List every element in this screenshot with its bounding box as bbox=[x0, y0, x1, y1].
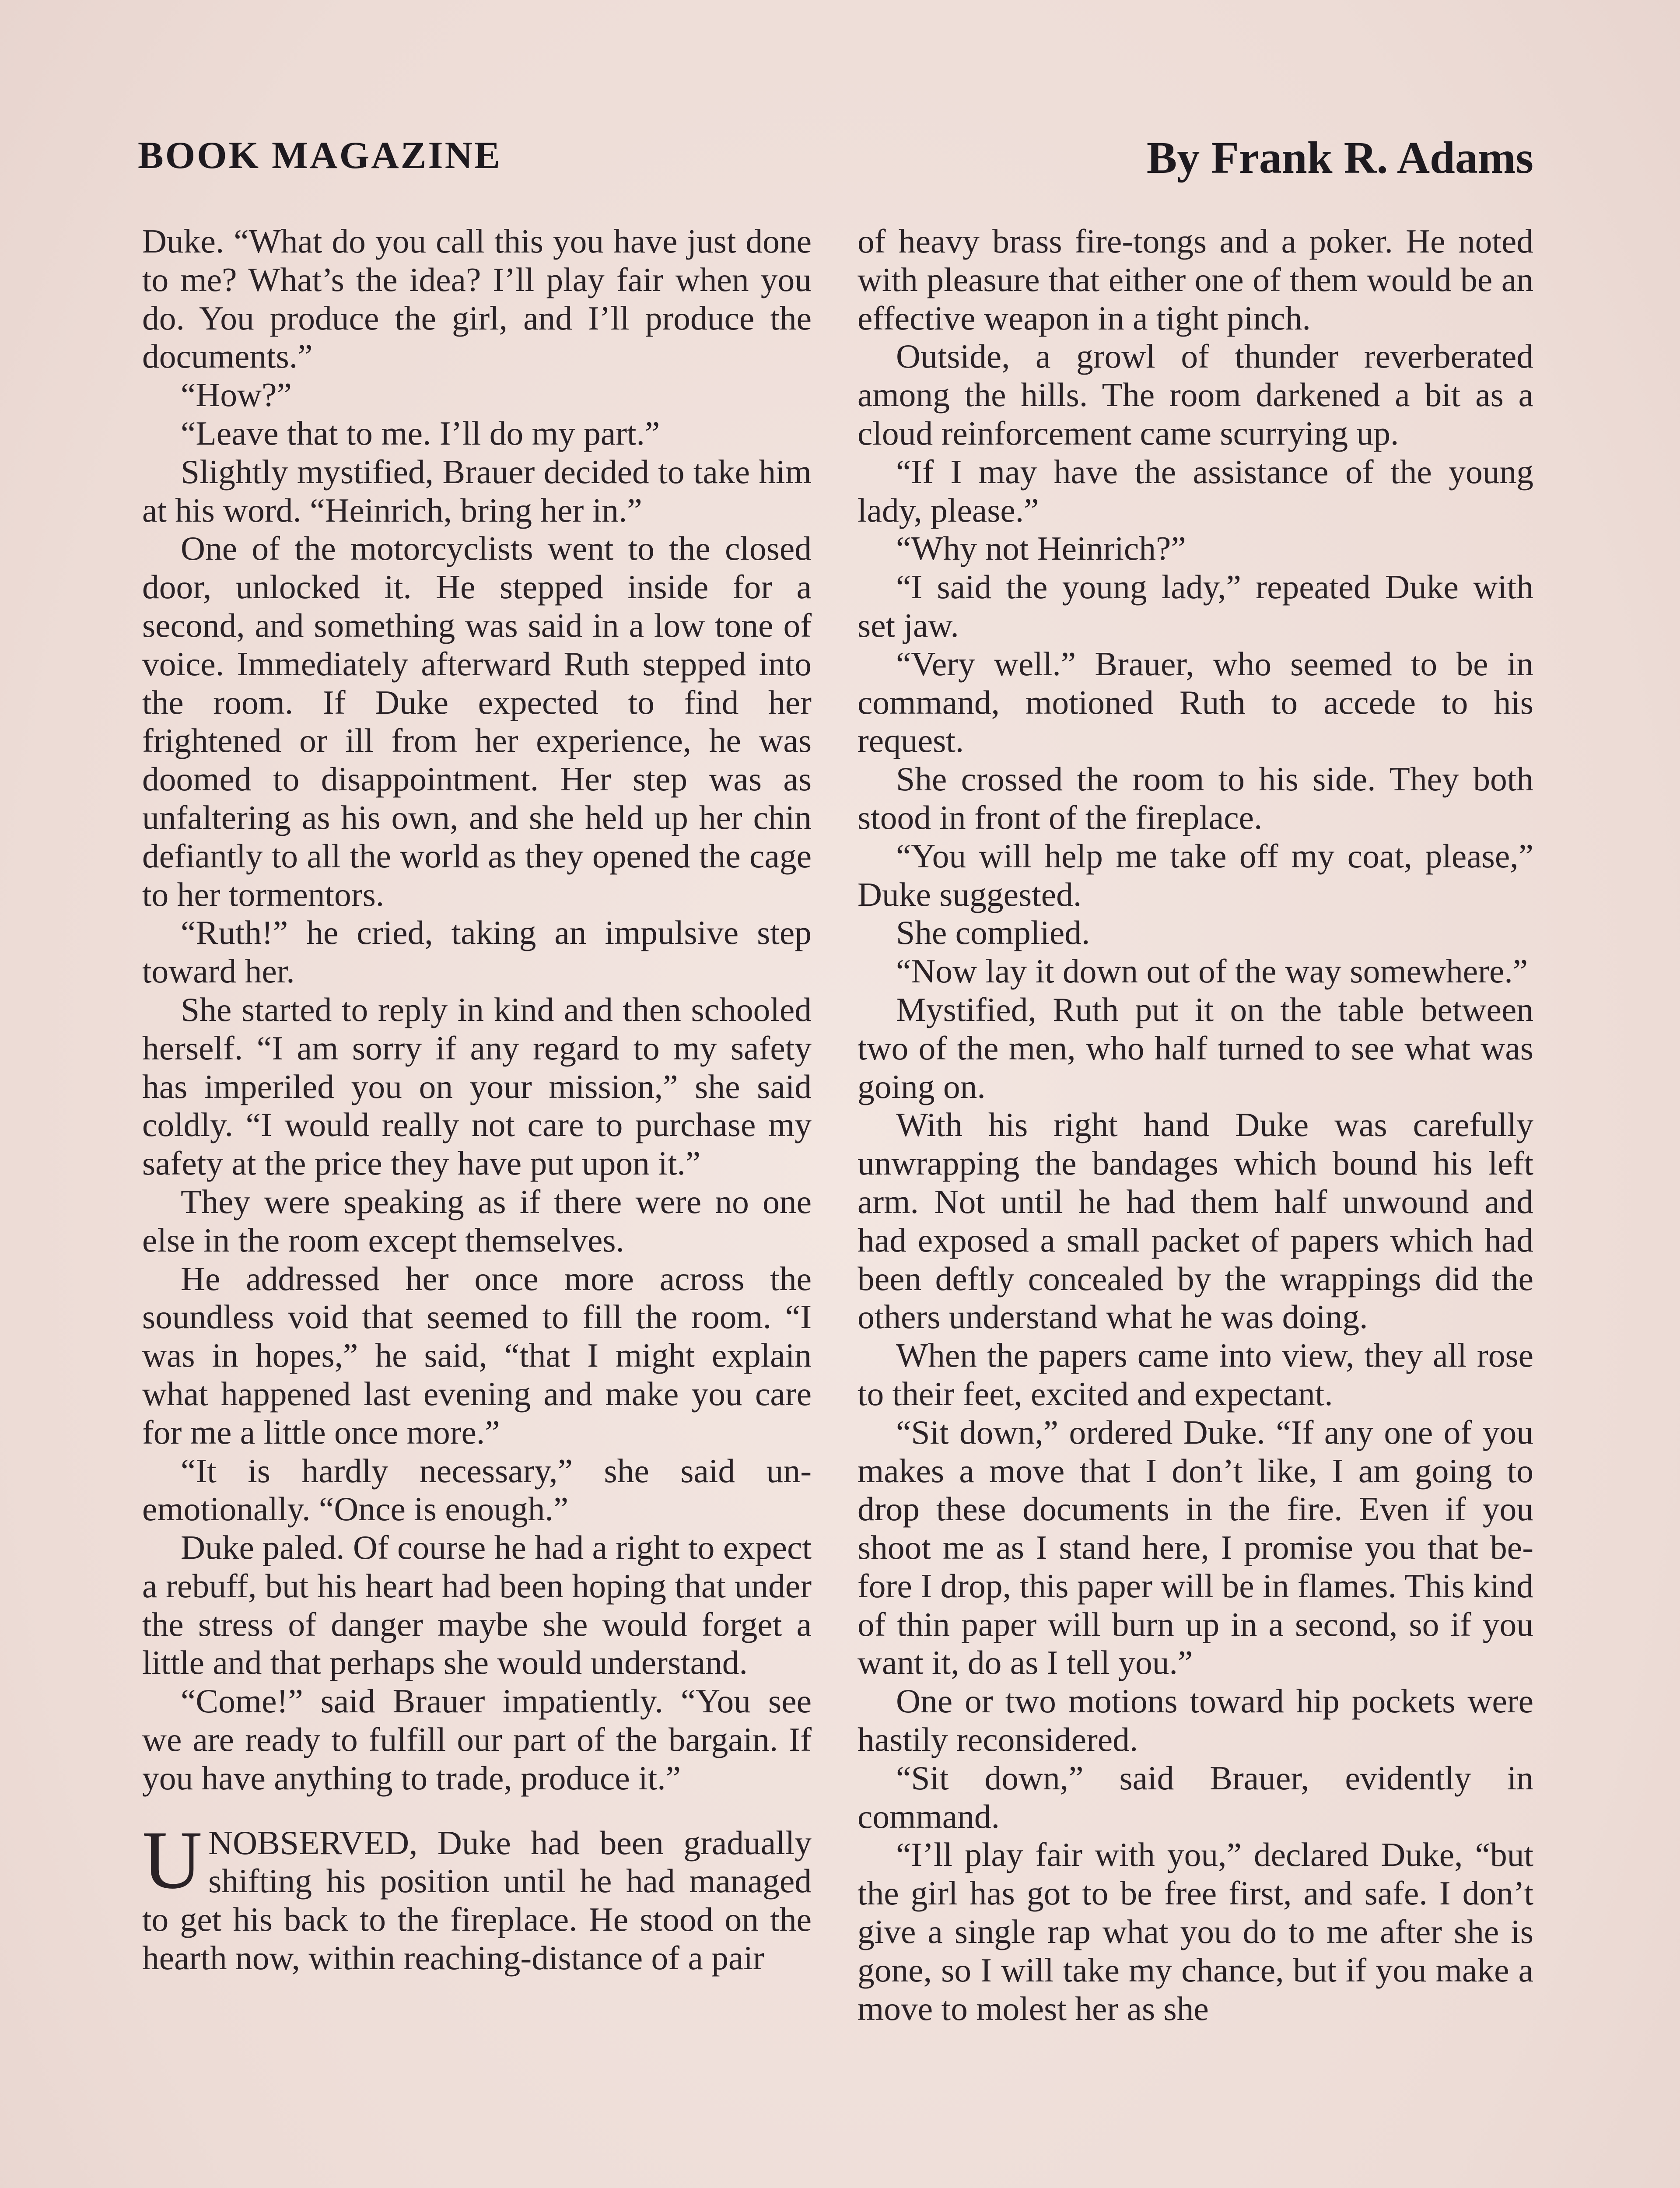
drop-cap: U bbox=[142, 1814, 203, 1906]
paragraph: She crossed the room to his side. They both stood in front of the fireplace. bbox=[858, 760, 1533, 836]
paragraph: “If I may have the assistance of the young lady, please.” bbox=[858, 452, 1533, 529]
paragraph: They were speaking as if there were no one else in the room except themselves. bbox=[142, 1182, 812, 1259]
paragraph: When the papers came into view, they all rose to their feet, excited and expectant. bbox=[858, 1336, 1533, 1413]
author-byline: By Frank R. Adams bbox=[1146, 133, 1533, 183]
paragraph: Slightly mystified, Brauer decided to take him at his word. “Heinrich, bring her in.” bbox=[142, 452, 812, 529]
paragraph: “How?” bbox=[181, 376, 292, 414]
paragraph: “I’ll play fair with you,” declared Duke, “but the girl has got to be free first, and safe. I don’t give a single rap what you do to me after she is gone, so I will take my chance, but if you make a move to molest her as she bbox=[858, 1836, 1533, 2027]
magazine-title: BOOK MAGAZINE bbox=[138, 134, 502, 177]
paragraph: One or two motions toward hip pockets were hastily reconsidered. bbox=[858, 1682, 1533, 1759]
paragraph: Outside, a growl of thunder reverberated among the hills. The room darkened a bit as a cloud reinforcement came scurrying up. bbox=[858, 337, 1533, 452]
paragraph: “I said the young lady,” repeated Duke with set jaw. bbox=[858, 568, 1533, 644]
paragraph: “Sit down,” said Brauer, evidently in command. bbox=[858, 1759, 1533, 1835]
section-opening-paragraph bbox=[142, 1814, 812, 1978]
paragraph: “Why not Heinrich?” bbox=[896, 529, 1186, 568]
paragraph: With his right hand Duke was carefully unwrapping the bandages which bound his left arm. Not until he had them half unwound and had exposed a small packet of papers which had been deftly concealed by the wrappings did the others understand what he was doing. bbox=[858, 1106, 1533, 1336]
paragraph: “Very well.” Brauer, who seemed to be in command, motioned Ruth to accede to his request. bbox=[858, 645, 1533, 760]
paragraph: He addressed her once more across the soundless void that seemed to fill the room. “I was in hopes,” he said, “that I might explain what happened last evening and make you care for me a little once more.” bbox=[142, 1259, 812, 1451]
paragraph: She complied. bbox=[896, 914, 1090, 952]
paragraph: One of the motorcyclists went to the closed door, unlocked it. He stepped inside for a second, and something was said in a low tone of voice. Immediately afterward Ruth stepped into the room. If Duke expected to find her frightened or ill from her experience, he was doomed to disappointment. Her step was as unfaltering as his own, and she held up her chin defiantly to all the world as they opened the cage to her tormentors. bbox=[142, 529, 812, 913]
section-opening-text: NOBSERVED, Duke had been gradually shifting his position until he had managed to get his back to the fireplace. He stood on the hearth now, within reaching-distance of a pair bbox=[142, 1823, 812, 1977]
paragraph: “Ruth!” he cried, taking an impulsive step toward her. bbox=[142, 914, 812, 990]
paragraph: “Sit down,” ordered Duke. “If any one of you makes a move that I don’t like, I am going to drop these documents in the fire. Even if you shoot me as I stand here, I promise you that before I drop, this paper will be in flames. This kind of thin paper will burn up in a second, so if you want it, do as I tell you.” bbox=[858, 1413, 1533, 1682]
paragraph: “Come!” said Brauer impatiently. “You see we are ready to fulfill our part of the bargain. If you have anything to trade, produce it.” bbox=[142, 1682, 812, 1797]
paragraph: “It is hardly necessary,” she said unemotionally. “Once is enough.” bbox=[142, 1452, 812, 1528]
paragraph: Duke paled. Of course he had a right to expect a rebuff, but his heart had been hoping that under the stress of danger maybe she would forget a little and that perhaps she would understand. bbox=[142, 1529, 812, 1682]
paragraph: of heavy brass fire-tongs and a poker. He noted with pleasure that either one of them would be an effective weapon in a tight pinch. bbox=[858, 222, 1533, 337]
paragraph: “You will help me take off my coat, please,” Duke suggested. bbox=[858, 837, 1533, 913]
paragraph: “Now lay it down out of the way somewhere.” bbox=[896, 952, 1528, 990]
paragraph: She started to reply in kind and then schooled herself. “I am sorry if any regard to my safety has imperiled you on your mission,” she said coldly. “I would really not care to purchase my safety at the price they have put upon it.” bbox=[142, 990, 812, 1182]
paragraph: “Leave that to me. I’ll do my part.” bbox=[181, 414, 660, 452]
paragraph: Duke. “What do you call this you have just done to me? What’s the idea? I’ll play fair when you do. You produce the girl, and I’ll produce the documents.” bbox=[142, 222, 812, 375]
right-text-column bbox=[858, 222, 1533, 2028]
paragraph: Mystified, Ruth put it on the table between two of the men, who half turned to see what was going on. bbox=[858, 990, 1533, 1105]
left-text-column bbox=[142, 222, 812, 1978]
running-header bbox=[138, 133, 1533, 182]
